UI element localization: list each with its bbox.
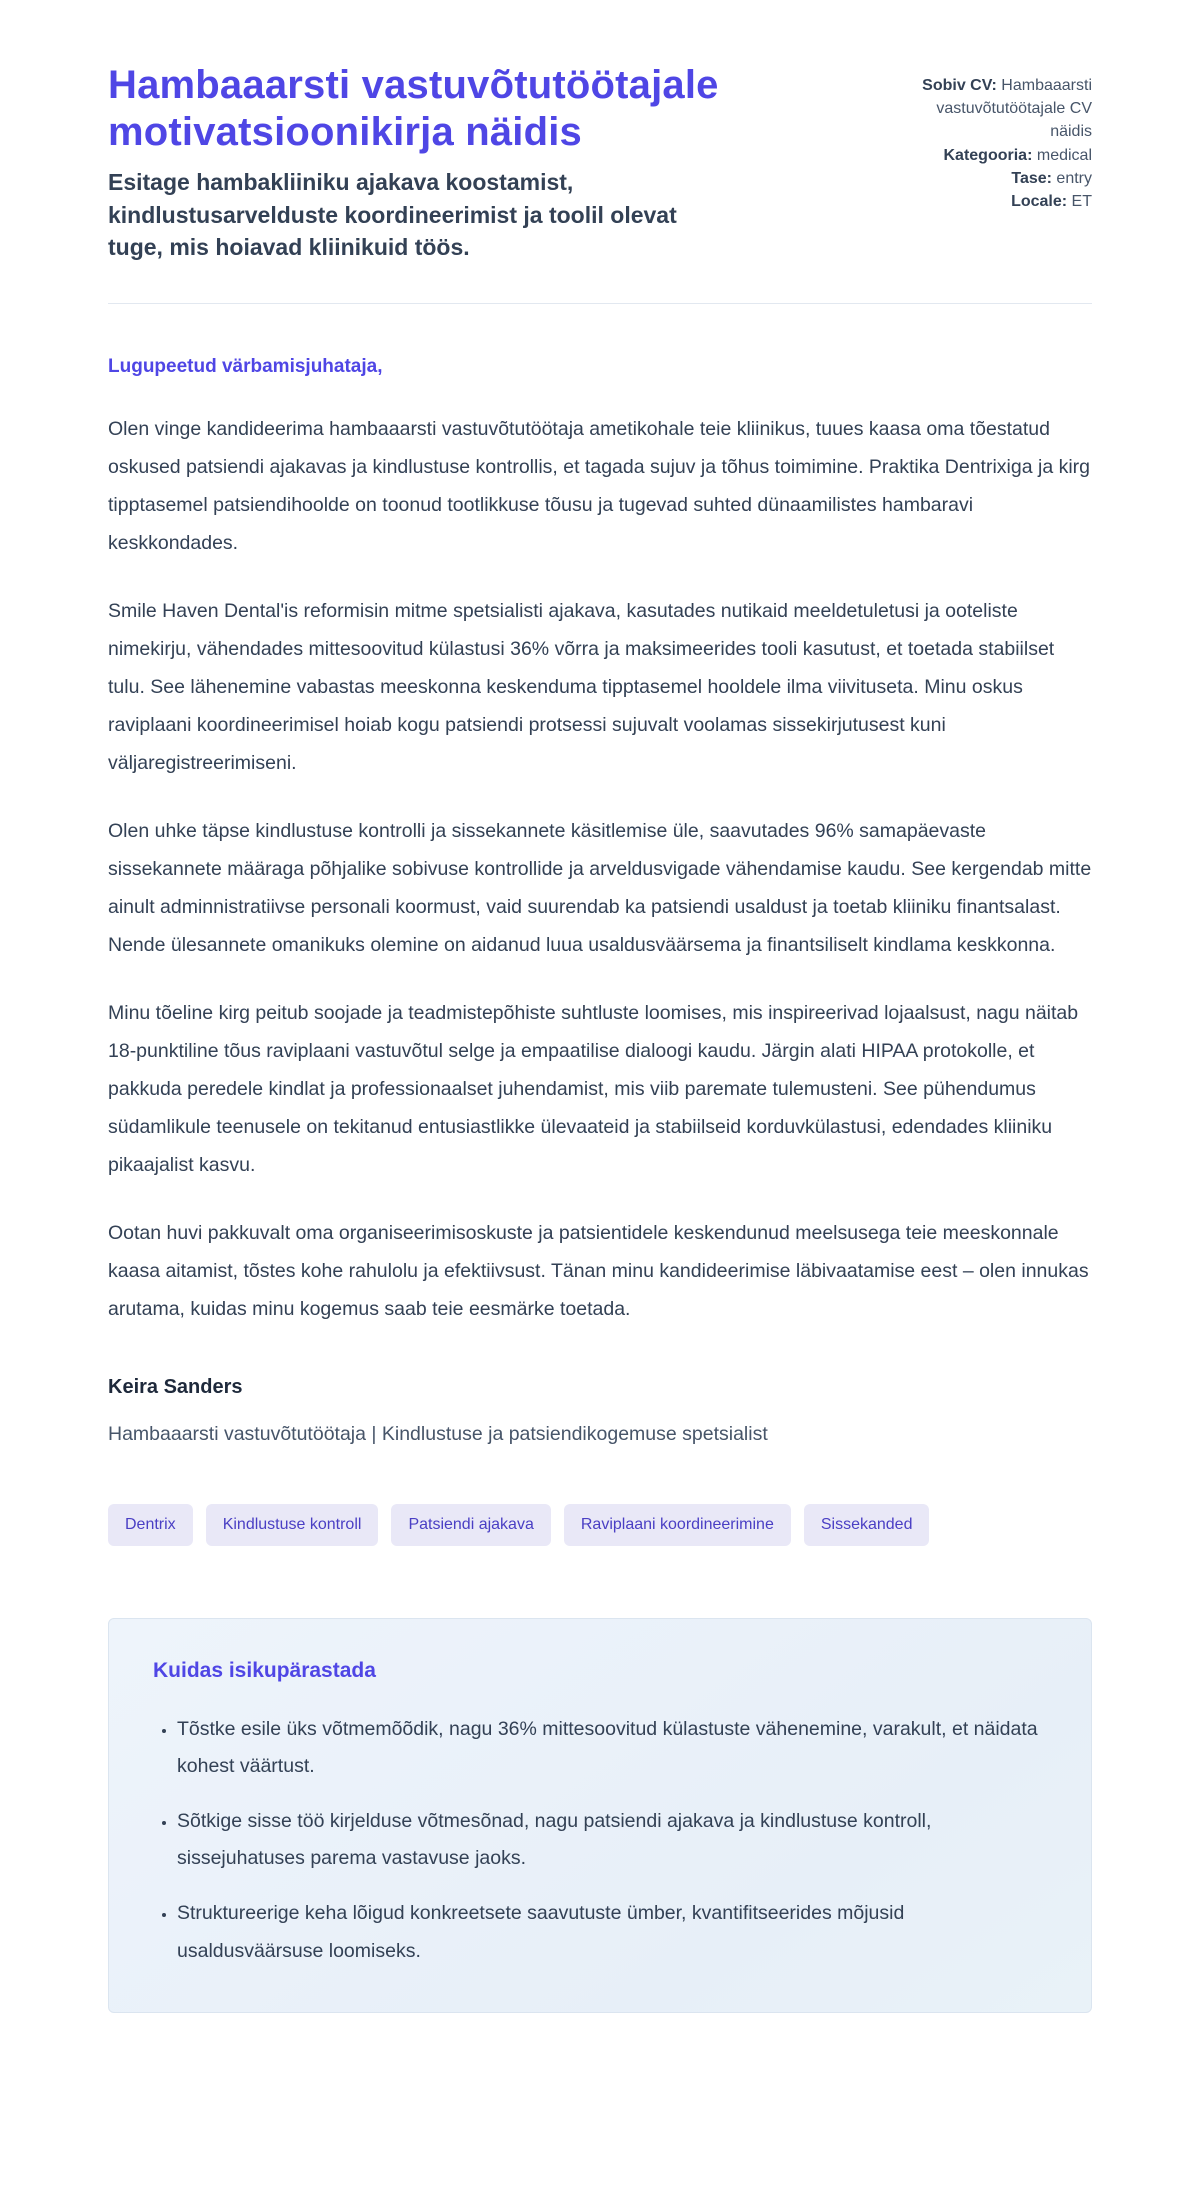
meta-row-level xyxy=(922,167,1092,190)
meta-value: entry xyxy=(1056,169,1092,187)
meta-panel xyxy=(922,62,1092,263)
page-header xyxy=(108,0,1092,263)
tips-title: Kuidas isikupärastada xyxy=(153,1659,376,1683)
skill-tag: Patsiendi ajakava xyxy=(391,1504,550,1546)
meta-label: Sobiv CV: xyxy=(922,77,997,94)
letter-paragraph: Olen vinge kandideerima hambaaarsti vastuvõtutöötaja ametikohale teie kliinikus, tuues kaasa oma tõestatud oskused patsiendi ajakavas ja kindlustuse kontrollis, et tagada sujuv ja tõhus toimimine. Praktika Dentrixiga ja kirg tipptasemel patsiendihoolde on toonud tootlikkuse tõusu ja tugevad suhted dünaamilistes hambaravi keskkondades. xyxy=(108,417,1090,554)
header-title-block xyxy=(108,62,922,263)
letter-paragraph: Minu tõeline kirg peitub soojade ja teadmistepõhiste suhtluste loomises, mis inspireerivad lojaalsust, nagu näitab 18-punktiline tõus raviplaani vastuvõtul selge ja empaatilise dialoogi kaudu. Järgin alati HIPAA protokolle, et pakkuda peredele kindlat ja professionaalset juhendamist, mis viib paremate tulemusteni. See pühendumus südamlikule teenusele on tekitanud entusiastlikke ülevaateid ja stabiilseid korduvkülastusi, edendades kliiniku pikaajalist kasvu. xyxy=(108,1002,1079,1177)
meta-label: Tase: xyxy=(1011,169,1052,187)
signature-block xyxy=(108,1376,1092,1446)
skill-tag: Dentrix xyxy=(108,1504,193,1546)
tip-item: • Struktureerige keha lõigud konkreetsete saavutuste ümber, kvantifitseerides mõjusid usaldusväärsuse loomiseks. xyxy=(177,1895,1047,1969)
tip-item: • Sõtkige sisse töö kirjelduse võtmesõnad, nagu patsiendi ajakava ja kindlustuse kontroll, sissejuhatuses parema vastavuse jaoks. xyxy=(177,1803,1047,1877)
letter-paragraph: Ootan huvi pakkuvalt oma organiseerimisoskuste ja patsientidele keskendunud meelsusega teie meeskonnale kaasa aitamist, tõstes kohe rahulolu ja efektiivsust. Tänan minu kandideerimise läbivaatamise eest – olen innukas arutama, kuidas minu kogemus saab teie eesmärke toetada. xyxy=(108,1222,1089,1321)
meta-row-locale xyxy=(922,190,1092,213)
meta-value: medical xyxy=(1036,146,1092,164)
skill-tags xyxy=(108,1504,1092,1546)
skill-tag: Sissekanded xyxy=(804,1504,930,1546)
page-container xyxy=(108,0,1092,2013)
meta-row-matching-cv xyxy=(922,74,1092,144)
tip-item: • Tõstke esile üks võtmemõõdik, nagu 36% mittesoovitud külastuste vähenemine, varakult, et näidata kohest väärtust. xyxy=(177,1711,1047,1785)
meta-label: Kategooria: xyxy=(943,146,1033,164)
header-divider xyxy=(108,303,1092,304)
skill-tag: Kindlustuse kontroll xyxy=(206,1504,379,1546)
signature-name: Keira Sanders xyxy=(108,1376,243,1399)
personalization-tips-box xyxy=(108,1618,1092,2012)
skill-tag: Raviplaani koordineerimine xyxy=(564,1504,791,1546)
letter-paragraph: Smile Haven Dental'is reformisin mitme spetsialisti ajakava, kasutades nutikaid meeldetuletusi ja ooteliste nimekirju, vähendades mittesoovitud külastusi 36% võrra ja maksimeerides tooli kasutust, et toetada stabiilset tulu. See lähenemine vabastas meeskonna keskenduma tipptasemel hooldele ilma viivituseta. Minu oskus raviplaani koordineerimisel hoiab kogu patsiendi protsessi sujuvalt voolamas sissekirjutusest kuni väljaregistreerimiseni. xyxy=(108,600,1055,775)
meta-row-category xyxy=(922,144,1092,167)
letter-paragraph: Olen uhke täpse kindlustuse kontrolli ja sissekannete käsitlemise üle, saavutades 96% samapäevaste sissekannete määraga põhjalike sobivuse kontrollide ja arveldusvigade vähendamise kaudu. See kergendab mitte ainult adminnistratiivse personali koormust, vaid suurendab ka patsiendi usaldust ja toetab kliiniku finantsalast. Nende ülesannete omanikuks olemine on aidanud luua usaldusväärsema ja finantsiliselt kindlama keskkonna. xyxy=(108,820,1092,957)
letter-greeting: Lugupeetud värbamisjuhataja, xyxy=(108,355,383,377)
meta-label: Locale: xyxy=(1011,192,1068,210)
tips-list xyxy=(153,1711,1047,1969)
meta-value: Hambaaarsti vastuvõtutöötajale CV näidis xyxy=(936,77,1092,141)
page-subtitle: Esitage hambakliiniku ajakava koostamist, kindlustusarvelduste koordineerimist ja toolil olevat tuge, mis hoiavad kliinikuid töös. xyxy=(108,169,677,260)
letter-section xyxy=(108,356,1092,1446)
letter-body xyxy=(108,410,1092,1328)
meta-value: ET xyxy=(1071,192,1092,210)
page-title: Hambaaarsti vastuvõtutöötajale motivatsioonikirja näidis xyxy=(108,63,719,155)
signature-title: Hambaaarsti vastuvõtutöötaja | Kindlustuse ja patsiendikogemuse spetsialist xyxy=(108,1423,768,1446)
